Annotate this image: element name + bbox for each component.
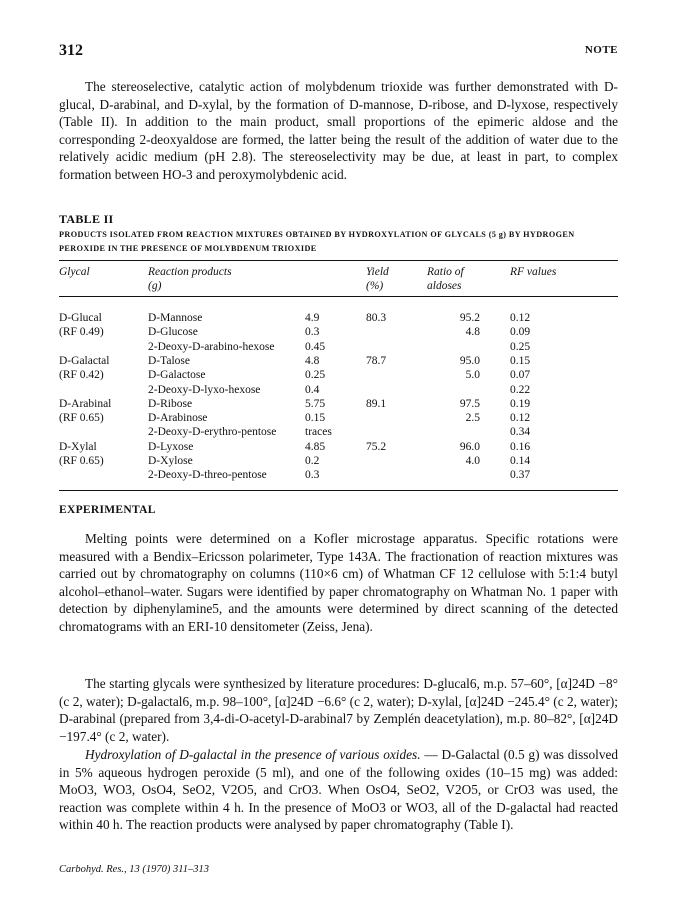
cell-grams: 0.4 [305,383,320,396]
cell-rf: 0.19 [510,397,531,410]
header-rf: RF values [510,266,557,278]
table-top-rule [59,260,618,261]
cell-glycal: (RF 0.42) [59,369,104,382]
cell-glycal: D-Arabinal [59,397,112,410]
cell-grams: traces [305,426,332,439]
cell-glycal: D-Galactal [59,354,110,367]
table-caption: PRODUCTS ISOLATED FROM REACTION MIXTURES OBTAINED BY HYDROXYLATION OF GLYCALS (5 g) BY HYDROGEN PEROXIDE IN THE PRESENCE OF MOLYBDENUM TRIOXIDE [59,230,575,253]
experimental-paragraph-2: The starting glycals were synthesized by literature procedures: D-glucal6, m.p. 57–60°, [α]24D −8° (c 2, water); D-galactal6, m.p. 98–100°, [α]24D −6.6° (c 2, water); D-xylal, [α]24D −245.4° (c 2, water); D-arabinal (prepared from 3,4-di-O-acetyl-D-arabinal7 by Zemplén deacetylation), m.p. 80–82°, [α]24D −197.4° (c 2, water). [59,676,618,744]
section-label: NOTE [584,44,618,56]
cell-grams: 0.3 [305,469,320,482]
cell-rf: 0.16 [510,440,531,453]
cell-ratio: 95.0 [459,354,480,367]
cell-product: 2-Deoxy-D-threo-pentose [148,469,267,482]
experimental-heading: EXPERIMENTAL [59,504,156,516]
cell-glycal: D-Glucal [59,312,102,324]
cell-rf: 0.15 [510,354,531,367]
cell-yield: 75.2 [366,440,387,453]
cell-grams: 5.75 [305,397,326,410]
journal-footer: Carbohyd. Res., 13 (1970) 311–313 [59,864,209,875]
cell-yield: 89.1 [366,397,387,410]
header-yield-unit: (%) [366,280,384,292]
table-label: TABLE II [59,212,114,226]
cell-rf: 0.07 [510,369,531,382]
cell-rf: 0.25 [510,340,531,353]
cell-ratio: 97.5 [459,397,480,410]
cell-product: 2-Deoxy-D-erythro-pentose [148,426,277,439]
cell-rf: 0.12 [510,412,531,425]
header-ratio-sub: aldoses [427,280,462,292]
cell-grams: 4.85 [305,440,326,453]
cell-product: 2-Deoxy-D-lyxo-hexose [148,383,261,396]
cell-grams: 0.2 [305,455,320,467]
header-ratio: Ratio of [427,266,464,278]
experimental-paragraph-3 [59,746,618,834]
cell-product: D-Galactose [148,369,206,382]
cell-glycal: D-Xylal [59,440,97,453]
paragraph-3-title: Hydroxylation of D-galactal in the presence of various oxides. [85,747,421,762]
cell-rf: 0.14 [510,455,531,467]
cell-product: D-Arabinose [148,412,208,425]
cell-ratio: 4.8 [465,326,480,339]
cell-ratio: 95.2 [459,312,480,324]
cell-grams: 0.25 [305,369,326,382]
cell-ratio: 5.0 [465,369,480,382]
cell-rf: 0.22 [510,383,531,396]
intro-paragraph: The stereoselective, catalytic action of molybdenum trioxide was further demonstrated with D-glucal, D-arabinal, and D-xylal, by the formation of D-mannose, D-ribose, and D-lyxose, respectively (Table II). In addition to the main product, small proportions of the epimeric aldose and the corresponding 2-deoxyaldose are formed, the latter being the result of the addition of water due to the relatively acidic medium (pH 2.8). The stereoselectivity may be due, at least in part, to complex formation between HO-3 and peroxymolybdenic acid. [59,79,618,182]
cell-grams: 0.15 [305,412,326,425]
header-products: Reaction products [148,266,232,278]
cell-rf: 0.12 [510,312,531,324]
cell-product: D-Mannose [148,312,203,324]
cell-product: D-Xylose [148,455,193,467]
cell-product: D-Ribose [148,397,193,410]
header-grams: (g) [148,280,162,292]
cell-product: D-Lyxose [148,440,194,453]
cell-rf: 0.09 [510,326,531,339]
page-number: 312 [59,42,83,59]
cell-grams: 4.8 [305,354,320,367]
cell-product: D-Glucose [148,326,198,339]
cell-yield: 78.7 [366,354,387,367]
paragraph-3-body: — D-Galactal (0.5 g) was dissolved in 5% aqueous hydrogen peroxide (5 ml), and one of the following oxides (10–15 mg) was added: MoO3, WO3, OsO4, SeO2, V2O5, and CrO3. When OsO4, SeO2, V2O5, or CrO3 was used, the reaction was complete within 4 h. In the presence of MoO3 or WO3, all of the D-galactal had reacted within 40 h. The reaction products were analysed by paper chromatography (Table I). [59,747,619,833]
header-yield: Yield [366,266,389,278]
table-bottom-rule [59,490,618,491]
cell-product: D-Talose [148,354,190,367]
cell-grams: 0.3 [305,326,320,339]
experimental-paragraph-1: Melting points were determined on a Kofler microstage apparatus. Specific rotations were measured with a Bendix–Ericsson polarimeter, Type 143A. The fractionation of reaction mixtures was carried out by chromatography on columns (110×6 cm) of Whatman CF 12 cellulose with 5:1:4 butyl alcohol–ethanol–water. Sugars were identified by paper chromatography on Whatman No. 1 paper with detection by diphenylamine5, and the amounts were determined by direct scanning of the detected chromatograms with an ERI-10 densitometer (Zeiss, Jena). [59,531,618,634]
cell-glycal: (RF 0.65) [59,455,104,467]
cell-grams: 4.9 [305,312,320,324]
cell-glycal: (RF 0.49) [59,326,104,339]
cell-glycal: (RF 0.65) [59,412,104,425]
cell-ratio: 4.0 [465,455,480,467]
cell-ratio: 2.5 [465,412,480,425]
cell-grams: 0.45 [305,340,326,353]
table-header-rule [59,296,618,297]
header-glycal: Glycal [59,266,90,278]
cell-yield: 80.3 [366,312,387,324]
cell-product: 2-Deoxy-D-arabino-hexose [148,340,275,353]
running-header [59,42,618,62]
cell-rf: 0.37 [510,469,531,482]
cell-ratio: 96.0 [459,440,480,453]
cell-rf: 0.34 [510,426,531,439]
